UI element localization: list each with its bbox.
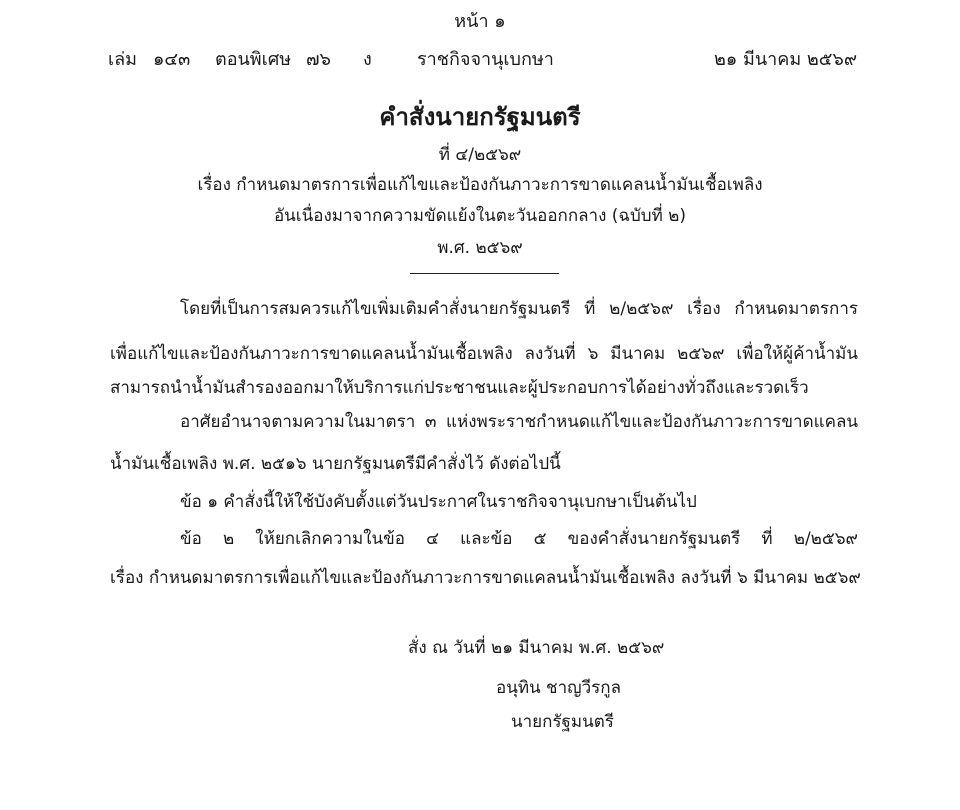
ordered-on-date: สั่ง ณ วันที่ ๒๑ มีนาคม พ.ศ. ๒๕๖๙ xyxy=(408,638,665,658)
order-subject-line2: อันเนื่องมาจากความขัดแย้งในตะวันออกกลาง (ฉบับที่ ๒) xyxy=(273,206,687,226)
signatory-position: นายกรัฐมนตรี xyxy=(511,712,614,732)
volume-label: เล่ม xyxy=(108,49,138,70)
publication-name: ราชกิจจานุเบกษา xyxy=(417,49,554,70)
preamble-line-3: สามารถนำน้ำมันสำรองออกมาให้บริการแก่ประชาชนและผู้ประกอบการได้อย่างทั่วถึงและรวดเร็ว xyxy=(110,378,809,398)
authority-line-2: น้ำมันเชื้อเพลิง พ.ศ. ๒๕๑๖ นายกรัฐมนตรีมีคำสั่งไว้ ดังต่อไปนี้ xyxy=(110,454,561,474)
section-number: ๗๖ xyxy=(306,49,331,70)
clause-2-line-1: ข้อ ๒ ให้ยกเลิกความในข้อ ๔ และข้อ ๕ ของคำสั่งนายกรัฐมนตรี ที่ ๒/๒๕๖๙ xyxy=(180,529,858,549)
title-divider xyxy=(410,273,559,274)
section-label: ตอนพิเศษ xyxy=(215,49,292,70)
section-letter: ง xyxy=(363,49,372,70)
order-subject-line1: เรื่อง กำหนดมาตรการเพื่อแก้ไขและป้องกันภาวะการขาดแคลนน้ำมันเชื้อเพลิง xyxy=(197,175,763,195)
order-number: ที่ ๔/๒๕๖๙ xyxy=(438,145,522,165)
preamble-line-1: โดยที่เป็นการสมควรแก้ไขเพิ่มเติมคำสั่งนายกรัฐมนตรี ที่ ๒/๒๕๖๙ เรื่อง กำหนดมาตรการ xyxy=(180,299,858,319)
preamble-line-2: เพื่อแก้ไขและป้องกันภาวะการขาดแคลนน้ำมันเชื้อเพลิง ลงวันที่ ๖ มีนาคม ๒๕๖๙ เพื่อให้ผู้ค้าน้ำมัน xyxy=(110,344,858,364)
clause-1: ข้อ ๑ คำสั่งนี้ให้ใช้บังคับตั้งแต่วันประกาศในราชกิจจานุเบกษาเป็นต้นไป xyxy=(180,492,697,512)
page-number: หน้า ๑ xyxy=(454,11,506,32)
order-title: คำสั่งนายกรัฐมนตรี xyxy=(379,103,581,131)
order-year: พ.ศ. ๒๕๖๙ xyxy=(437,238,523,258)
clause-2-line-2: เรื่อง กำหนดมาตรการเพื่อแก้ไขและป้องกันภาวะการขาดแคลนน้ำมันเชื้อเพลิง ลงวันที่ ๖ มีนาคม ๒๕๖๙ xyxy=(110,568,861,588)
volume-number: ๑๔๓ xyxy=(153,49,191,70)
authority-line-1: อาศัยอำนาจตามความในมาตรา ๓ แห่งพระราชกำหนดแก้ไขและป้องกันภาวะการขาดแคลน xyxy=(180,412,858,432)
publication-date: ๒๑ มีนาคม ๒๕๖๙ xyxy=(713,49,857,70)
signatory-name: อนุทิน ชาญวีรกูล xyxy=(496,678,622,698)
